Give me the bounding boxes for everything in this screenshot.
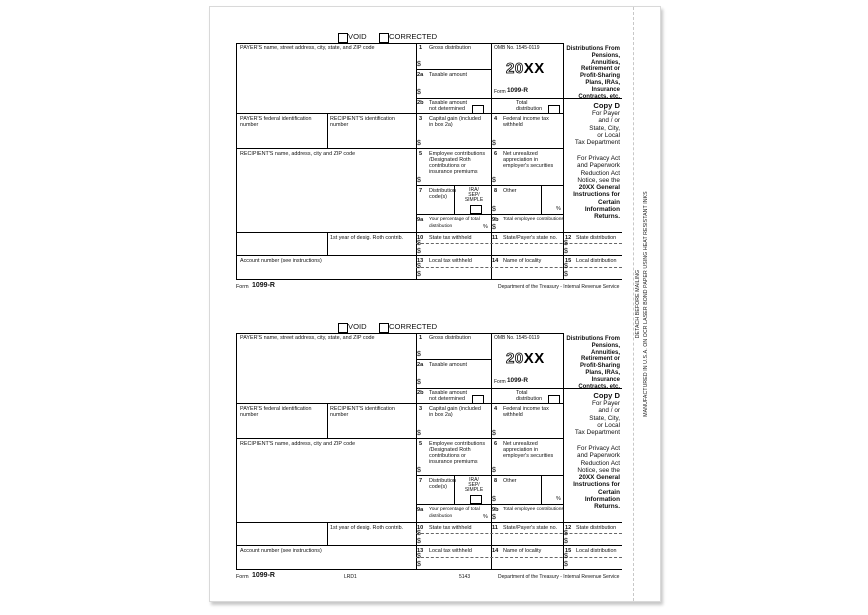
omb-number: OMB No. 1545-0119 (494, 335, 540, 341)
box12-dollar-b: $ (564, 538, 568, 545)
privacy-notice (564, 155, 620, 221)
box9a-number: 9a (417, 217, 424, 223)
box15-dollar-b: $ (564, 561, 568, 568)
instr-lines-line: 20XX General (578, 474, 620, 482)
box11-number: 11 (492, 235, 498, 241)
box10-dollar-b: $ (417, 538, 421, 545)
box7-number: 7 (419, 478, 423, 484)
payer-tin-label: PAYER'S federal identification number (240, 406, 312, 419)
roth-year-label: 1st year of desig. Roth contrib. (330, 525, 404, 531)
box6-label: Net unrealized (503, 441, 538, 447)
title-lines-line: Contracts, etc. (578, 383, 620, 390)
box1-dollar: $ (417, 61, 421, 68)
divider-tin (327, 403, 328, 438)
state-dashed-line (416, 533, 622, 534)
box14-label: Name of locality (503, 548, 542, 554)
title-lines-line: Retirement or (580, 356, 620, 363)
box9b-dollar: $ (492, 224, 496, 231)
box6-label-3: employer's securities (503, 163, 554, 169)
box4-number: 4 (494, 406, 498, 412)
box9b-label: Total employee contributions (503, 507, 564, 512)
box10-number: 10 (417, 525, 424, 531)
form-title (564, 336, 620, 390)
box12-number: 12 (565, 235, 572, 241)
box2b-number: 2b (417, 100, 424, 106)
roth-year-label: 1st year of desig. Roth contrib. (330, 235, 404, 241)
total-distribution-checkbox[interactable] (548, 105, 560, 114)
box4-dollar: $ (492, 430, 496, 437)
tax-year-outline: 20 (506, 60, 524, 77)
box7-number: 7 (419, 188, 423, 194)
corrected-label: CORRECTED (389, 322, 438, 331)
divider-box8 (541, 185, 542, 214)
copy-lines (564, 101, 620, 146)
row-line-3 (416, 403, 563, 404)
row-line-5 (416, 438, 563, 439)
box2a-dollar: $ (417, 379, 421, 386)
box9a-label-2: distribution (429, 224, 453, 229)
box7-label-2: code(s) (429, 484, 447, 490)
instructions-lines (564, 474, 620, 510)
title-lines-line: Contracts, etc. (578, 93, 620, 100)
ira-sep-simple-checkbox[interactable] (470, 205, 482, 214)
box12-number: 12 (565, 525, 572, 531)
copy-lines-line: and / or (598, 407, 620, 415)
box10-dollar-a: $ (417, 240, 421, 247)
box14-label: Name of locality (503, 258, 542, 264)
box6-label: Net unrealized (503, 151, 538, 157)
box2b-label: Taxable amount (429, 100, 468, 106)
box5-dollar: $ (417, 177, 421, 184)
box7-label: Distribution (429, 478, 456, 484)
footer-form-word: Form (236, 574, 249, 580)
box13-number: 13 (417, 258, 424, 264)
box3-number: 3 (419, 116, 423, 122)
local-dashed-line (416, 267, 622, 268)
box2a-label: Taxable amount (429, 72, 468, 78)
copy-lines-line: State, City, (589, 124, 620, 132)
row-line-9a (416, 214, 563, 215)
box11-number: 11 (492, 525, 498, 531)
divider-box8 (541, 475, 542, 504)
box5-dollar: $ (417, 467, 421, 474)
form-number: 1099-R (507, 377, 528, 384)
box1-number: 1 (419, 335, 423, 341)
tax-year (506, 351, 545, 367)
box7-label-2: code(s) (429, 194, 447, 200)
form-1099r-top (236, 32, 622, 325)
box13-dollar-b: $ (417, 561, 421, 568)
divider-roth (327, 522, 328, 545)
copy-lines (564, 391, 620, 436)
box13-dollar-b: $ (417, 271, 421, 278)
corrected-checkbox[interactable] (379, 323, 389, 333)
detach-notice: DETACH BEFORE MAILING (635, 269, 641, 339)
box13-dollar-a: $ (417, 553, 421, 560)
title-lines-line: Distributions From (566, 46, 620, 52)
box10-dollar-a: $ (417, 530, 421, 537)
box9b-number: 9b (492, 217, 499, 223)
box2b-number: 2b (417, 390, 424, 396)
instr-lines-line: Instructions for (573, 481, 620, 489)
ira-label: IRA/ (469, 477, 479, 483)
box9a-label-2: distribution (429, 514, 453, 519)
box10-label: State tax withheld (429, 525, 472, 531)
form-title-lines (564, 46, 620, 100)
ira-label: IRA/ (469, 187, 479, 193)
total-distribution-label-2: distribution (516, 396, 543, 402)
copy-lines-line: or Local (597, 421, 620, 429)
simple-label: SIMPLE (464, 487, 484, 493)
title-lines-line: Insurance (591, 376, 620, 383)
copy-designation (564, 101, 620, 146)
row-line-2b (416, 98, 563, 99)
box9a-label: Your percentage of total (429, 507, 480, 512)
account-number-label: Account number (see instructions) (240, 258, 322, 264)
corrected-checkbox[interactable] (379, 33, 389, 43)
privacy-lines-line: Notice, see the (577, 466, 620, 474)
box6-dollar: $ (492, 467, 496, 474)
box15-dollar-a: $ (564, 553, 568, 560)
title-lines-line: Retirement or (580, 66, 620, 73)
instr-lines-line: Certain (597, 488, 620, 496)
payer-name-label: PAYER'S name, street address, city, state, and ZIP code (240, 335, 375, 341)
box2a-number: 2a (417, 72, 424, 78)
form-top-border (236, 333, 563, 334)
box10-dollar-b: $ (417, 248, 421, 255)
box5-label-2: /Designated Roth (429, 157, 471, 163)
privacy-lines (564, 155, 620, 184)
box3-label: Capital gain (included (429, 406, 481, 412)
row-line-5 (416, 148, 563, 149)
instr-lines-line: 20XX General (578, 184, 620, 192)
row-line-2b (416, 388, 563, 389)
state-dashed-line (416, 243, 622, 244)
payer-name-label: PAYER'S name, street address, city, state, and ZIP code (240, 45, 375, 51)
row-line-roth (236, 232, 622, 233)
box9b-dollar: $ (492, 514, 496, 521)
box6-dollar: $ (492, 177, 496, 184)
box8-dollar: $ (492, 206, 496, 213)
privacy-lines-line: and Paperwork (577, 162, 620, 170)
row-line-2a (416, 359, 491, 360)
instr-lines-line: Instructions for (573, 191, 620, 199)
privacy-lines (564, 445, 620, 474)
box15-label: Local distribution (576, 548, 617, 554)
box15-label: Local distribution (576, 258, 617, 264)
account-number-label: Account number (see instructions) (240, 548, 322, 554)
copy-lines-line: Tax Department (574, 429, 620, 437)
footer-code: LRD1 (344, 574, 357, 580)
ira-sep-simple-checkbox[interactable] (470, 495, 482, 504)
box13-label: Local tax withheld (429, 548, 472, 554)
copy-lines-line: Copy D (593, 101, 620, 110)
box4-label-2: withheld (503, 412, 523, 418)
box2b-label: Taxable amount (429, 390, 468, 396)
box8-label: Other (503, 188, 517, 194)
box7-label: Distribution (429, 188, 456, 194)
form-top-border (236, 43, 563, 44)
footer-form-number: 1099-R (252, 572, 275, 579)
box8-label: Other (503, 478, 517, 484)
box12-label: State distribution (576, 525, 617, 531)
total-distribution-label: Total (516, 390, 528, 396)
box12-dollar-a: $ (564, 530, 568, 537)
instr-lines-line: Information (584, 206, 620, 214)
omb-number: OMB No. 1545-0119 (494, 45, 540, 51)
tax-year-solid: XX (523, 350, 545, 367)
copy-lines-line: and / or (598, 117, 620, 125)
box2b-checkbox[interactable] (472, 105, 484, 114)
box9a-percent: % (483, 514, 488, 520)
box5-label: Employee contributions (429, 151, 486, 157)
box10-label: State tax withheld (429, 235, 472, 241)
box6-label-2: appreciation in (503, 157, 539, 163)
box14-number: 14 (492, 258, 499, 264)
box9a-percent: % (483, 224, 488, 230)
box13-dollar-a: $ (417, 263, 421, 270)
box4-label: Federal income tax (503, 406, 549, 412)
box8-number: 8 (494, 188, 498, 194)
recipient-name-label: RECIPIENT'S name, address, city and ZIP code (240, 441, 356, 447)
box3-dollar: $ (417, 430, 421, 437)
box5-number: 5 (419, 151, 423, 157)
instr-lines-line: Information (584, 496, 620, 504)
box9a-label: Your percentage of total (429, 217, 480, 222)
corrected-label: CORRECTED (389, 32, 438, 41)
tax-year-outline: 20 (506, 350, 524, 367)
box5-label-3: contributions or (429, 163, 466, 169)
box6-label-2: appreciation in (503, 447, 539, 453)
privacy-lines-line: For Privacy Act (577, 445, 620, 452)
void-label: VOID (348, 32, 367, 41)
row-line-3 (416, 113, 563, 114)
box2a-dollar: $ (417, 89, 421, 96)
box2a-label: Taxable amount (429, 362, 468, 368)
row-line-2a (416, 69, 491, 70)
box3-label-2: in box 2a) (429, 122, 453, 128)
right-divider (563, 98, 622, 99)
privacy-lines-line: and Paperwork (577, 452, 620, 460)
title-lines-line: Plans, IRAs, (585, 369, 620, 376)
total-distribution-label: Total (516, 100, 528, 106)
divider-tin (327, 113, 328, 148)
box9b-number: 9b (492, 507, 499, 513)
recipient-name-label: RECIPIENT'S name, address, city and ZIP code (240, 151, 356, 157)
box5-number: 5 (419, 441, 423, 447)
row-line-account (236, 545, 622, 546)
footer-department: Department of the Treasury - Internal Revenue Service (498, 284, 620, 290)
box13-label: Local tax withheld (429, 258, 472, 264)
title-lines-line: Pensions, Annuities, (590, 342, 620, 356)
copy-lines-line: Tax Department (574, 139, 620, 147)
box12-dollar-a: $ (564, 240, 568, 247)
box8-number: 8 (494, 478, 498, 484)
box8-percent: % (556, 496, 561, 502)
form-title (564, 46, 620, 100)
form-number: 1099-R (507, 87, 528, 94)
title-lines-line: Distributions From (566, 336, 620, 342)
box4-number: 4 (494, 116, 498, 122)
box5-label-3: contributions or (429, 453, 466, 459)
box3-label-2: in box 2a) (429, 412, 453, 418)
form-bottom-border (236, 569, 622, 570)
privacy-lines-line: Reduction Act (580, 169, 620, 177)
copy-lines-line: State, City, (589, 414, 620, 422)
form-title-lines (564, 336, 620, 390)
box4-dollar: $ (492, 140, 496, 147)
box13-number: 13 (417, 548, 424, 554)
instr-lines-line: Returns. (594, 213, 620, 221)
box8-dollar: $ (492, 496, 496, 503)
form-left-border (236, 43, 237, 279)
recipient-tin-label: RECIPIENT'S identification number (330, 406, 395, 419)
void-checkbox[interactable] (338, 33, 348, 43)
total-distribution-checkbox[interactable] (548, 395, 560, 404)
box3-number: 3 (419, 406, 423, 412)
box5-label-4: insurance premiums (429, 169, 478, 175)
divider-roth (327, 232, 328, 255)
footer-form-word: Form (236, 284, 249, 290)
box15-dollar-b: $ (564, 271, 568, 278)
footer-code-2: 5143 (459, 574, 471, 580)
total-distribution-label-2: distribution (516, 106, 543, 112)
title-lines-line: Profit-Sharing (580, 363, 620, 370)
box4-label: Federal income tax (503, 116, 549, 122)
tax-year-solid: XX (523, 60, 545, 77)
copy-lines-line: For Payer (591, 400, 620, 407)
copy-lines-line: or Local (597, 131, 620, 139)
box12-label: State distribution (576, 235, 617, 241)
box2b-checkbox[interactable] (472, 395, 484, 404)
title-lines-line: Profit-Sharing (580, 73, 620, 80)
form-word: Form (494, 379, 506, 385)
copy-designation (564, 391, 620, 436)
box15-number: 15 (565, 548, 572, 554)
form-bottom-border (236, 279, 622, 280)
box4-label-2: withheld (503, 122, 523, 128)
box14-number: 14 (492, 548, 499, 554)
box5-label-2: /Designated Roth (429, 447, 471, 453)
box6-number: 6 (494, 441, 498, 447)
void-checkbox[interactable] (338, 323, 348, 333)
box9a-number: 9a (417, 507, 424, 513)
title-lines-line: Insurance (591, 86, 620, 93)
form-left-border (236, 333, 237, 569)
instructions-lines (564, 184, 620, 220)
box5-label-4: insurance premiums (429, 459, 478, 465)
copy-lines-line: For Payer (591, 110, 620, 117)
box11-label: State/Payer's state no. (503, 235, 558, 241)
void-label: VOID (348, 322, 367, 331)
privacy-lines-line: For Privacy Act (577, 155, 620, 162)
box3-dollar: $ (417, 140, 421, 147)
box2b-label-2: not determined (429, 396, 465, 402)
copy-lines-line: Copy D (593, 391, 620, 400)
instr-lines-line: Certain (597, 198, 620, 206)
box2a-number: 2a (417, 362, 424, 368)
payer-tin-label: PAYER'S federal identification number (240, 116, 312, 129)
form-1099r-bottom (236, 322, 622, 615)
box1-dollar: $ (417, 351, 421, 358)
box8-percent: % (556, 206, 561, 212)
tax-year (506, 61, 545, 77)
title-lines-line: Pensions, Annuities, (590, 52, 620, 66)
perforation-line (633, 7, 634, 601)
row-line-account (236, 255, 622, 256)
privacy-lines-line: Reduction Act (580, 459, 620, 467)
privacy-notice (564, 445, 620, 511)
row-line-roth (236, 522, 622, 523)
box12-dollar-b: $ (564, 248, 568, 255)
privacy-lines-line: Notice, see the (577, 176, 620, 184)
box1-number: 1 (419, 45, 423, 51)
box1-label: Gross distribution (429, 45, 471, 51)
box9b-label: Total employee contributions (503, 217, 564, 222)
form-word: Form (494, 89, 506, 95)
row-line-9a (416, 504, 563, 505)
footer-department: Department of the Treasury - Internal Revenue Service (498, 574, 620, 580)
box15-dollar-a: $ (564, 263, 568, 270)
right-divider (563, 388, 622, 389)
footer-form-number: 1099-R (252, 282, 275, 289)
box2b-label-2: not determined (429, 106, 465, 112)
box6-label-3: employer's securities (503, 453, 554, 459)
box6-number: 6 (494, 151, 498, 157)
recipient-tin-label: RECIPIENT'S identification number (330, 116, 395, 129)
title-lines-line: Plans, IRAs, (585, 79, 620, 86)
manufacturing-notice: MANUFACTURED IN U.S.A. ON OCR LASER BOND PAPER USING HEAT RESISTANT INKS (643, 191, 649, 417)
box11-label: State/Payer's state no. (503, 525, 558, 531)
sep-label: SEP/ (468, 482, 480, 488)
box3-label: Capital gain (included (429, 116, 481, 122)
box1-label: Gross distribution (429, 335, 471, 341)
simple-label: SIMPLE (464, 197, 484, 203)
local-dashed-line (416, 557, 622, 558)
sep-label: SEP/ (468, 192, 480, 198)
box5-label: Employee contributions (429, 441, 486, 447)
instr-lines-line: Returns. (594, 503, 620, 511)
box10-number: 10 (417, 235, 424, 241)
box15-number: 15 (565, 258, 572, 264)
